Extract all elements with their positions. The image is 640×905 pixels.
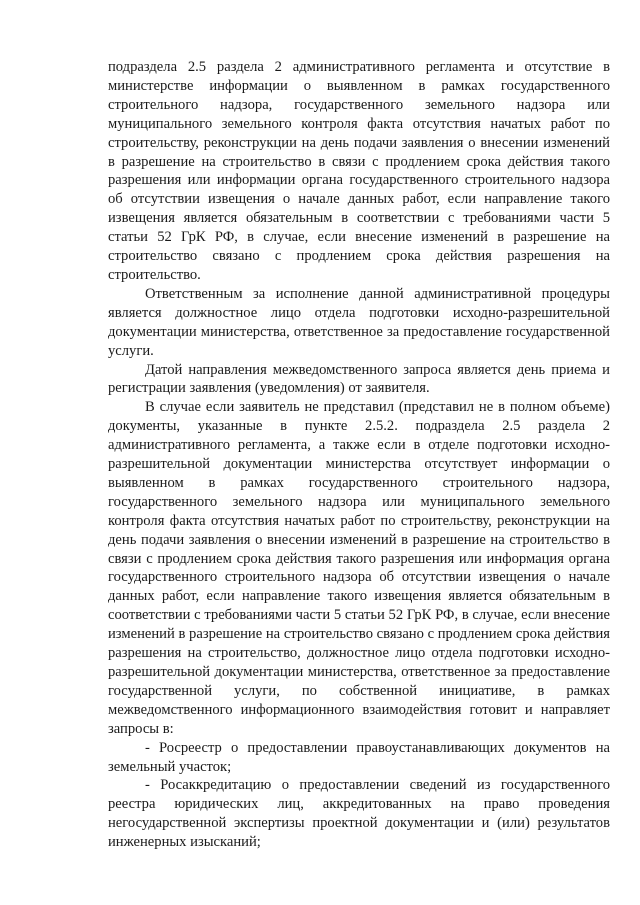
paragraph-case-not-submitted: В случае если заявитель не представил (представил не в полном объеме) документы, указанные в пункте 2.5.2. подраздела 2.5 раздела 2 административного регламента, а также если в отделе подготовки исходно-разрешительной документации министерства отсутствует информации о выявленном в рамках государственного строительного надзора, государственного земельного надзора или муниципального земельного контроля факта отсутствия начатых работ по строительству, реконструкции на день подачи заявления о внесении изменений в разрешение на строительство в связи с продлением срока действия такого разрешения или информация органа государственного строительного надзора об отсутствии извещения о начале данных работ, если направление такого извещения является обязательным в соответствии с требованиями части 5 статьи 52 ГрК РФ, в случае, если внесение изменений в разрешение на строительство связано с продлением срока действия разрешения на строительство, должностное лицо отдела подготовки исходно-разрешительной документации министерства, ответственное за предоставление государственной услуги, по собственной инициативе, в рамках межведомственного информационного взаимодействия готовит и направляет запросы в: [108,399,610,737]
list-item-rosreestr: - Росреестр о предоставлении правоустанавливающих документов на земельный участок; [108,739,610,775]
document-body [108,58,610,852]
list-item-rosakkreditaciya: - Росаккредитацию о предоставлении сведений из государственного реестра юридических лиц, аккредитованных на право проведения негосударственной экспертизы проектной документации и (или) результатов инженерных изысканий; [108,777,610,851]
paragraph-request-date: Датой направления межведомственного запроса является день приема и регистрации заявления (уведомления) от заявителя. [108,361,610,397]
paragraph-responsible: Ответственным за исполнение данной административной процедуры является должностное лицо отдела подготовки исходно-разрешительной документации министерства, ответственное за предоставление государственной услуги. [108,285,610,359]
paragraph-continuation: подраздела 2.5 раздела 2 административного регламента и отсутствие в министерстве информации о выявленном в рамках государственного строительного надзора, государственного земельного надзора или муниципального земельного контроля факта отсутствия начатых работ по строительству, реконструкции на день подачи заявления о внесении изменений в разрешение на строительство в связи с продлением срока действия такого разрешения или информации органа государственного строительного надзора об отсутствии извещения о начале данных работ, если направление такого извещения является обязательным в соответствии с требованиями части 5 статьи 52 ГрК РФ, в случае, если внесение изменений в разрешение на строительство связано с продлением срока действия разрешения на строительство. [108,59,610,283]
